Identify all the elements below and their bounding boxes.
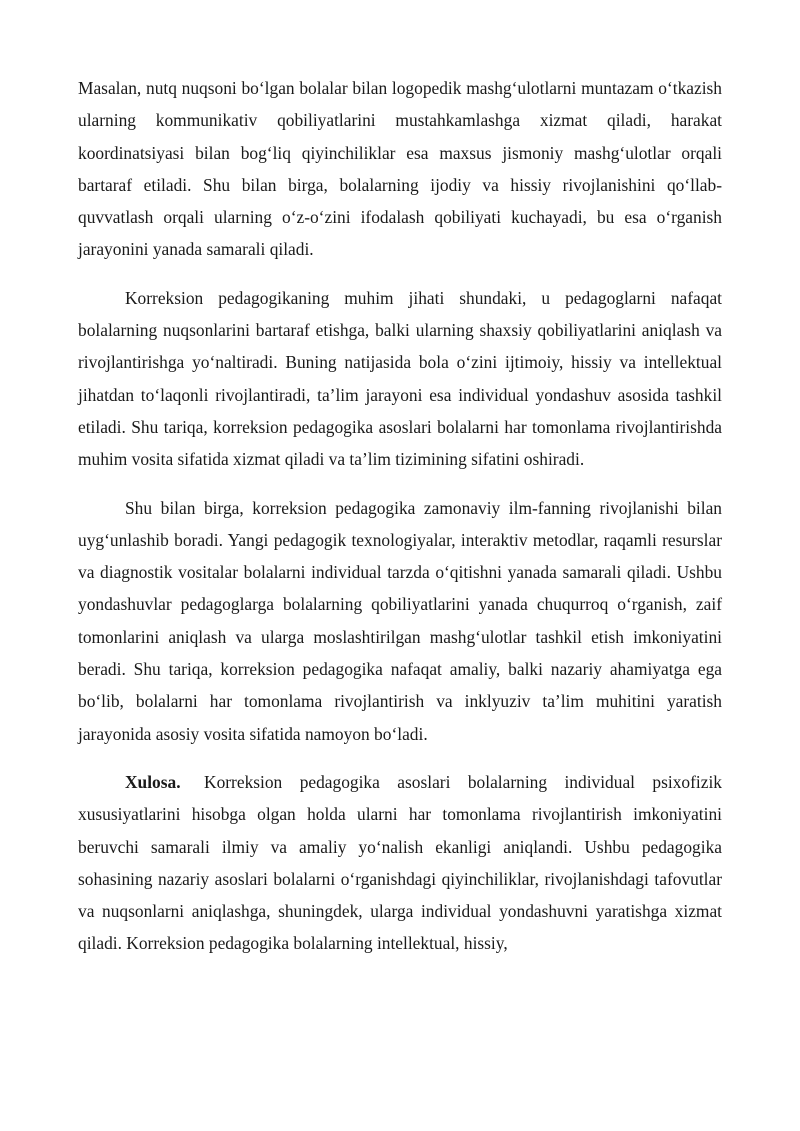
conclusion-heading: Xulosa.	[125, 771, 181, 792]
paragraph-logopedic-exercises: Masalan, nutq nuqsoni bo‘lgan bolalar bilan logopedik mashg‘ulotlarni muntazam o‘tkazish ularning kommunikativ qobiliyatlarini mustahkamlashga xizmat qiladi, harakat koordinatsiyasi bilan bog‘liq qiyinchiliklar esa maxsus jismoniy mashg‘ulotlar orqali bartaraf etiladi. Shu bilan birga, bolalarning ijodiy va hissiy rivojlanishini qo‘llab-quvvatlash orqali ularning o‘z-o‘zini ifodalash qobiliyati kuchayadi, bu esa o‘rganish jarayonini yanada samarali qiladi.	[78, 78, 722, 260]
conclusion-text: Korreksion pedagogika asoslari bolalarning individual psixofizik xususiyatlarini hisobga olgan holda ularni har tomonlama rivojlantirish imkoniyatini beruvchi samarali ilmiy va amaliy yo‘nalish ekanligi aniqlandi. Ushbu pedagogika sohasining nazariy asoslari bolalarni o‘rganishdagi qiyinchiliklar, rivojlanishdagi tafovutlar va nuqsonlarni aniqlashga, shuningdek, ularga individual yondashuvni yaratishga xizmat qiladi. Korreksion pedagogika bolalarning intellektual, hissiy,	[78, 771, 722, 954]
paragraph-conclusion	[78, 766, 722, 960]
document-page	[78, 72, 722, 976]
paragraph-correction-pedagogy-aspect: Korreksion pedagogikaning muhim jihati shundaki, u pedagoglarni nafaqat bolalarning nuqsonlarini bartaraf etishga, balki ularning shaxsiy qobiliyatlarini aniqlash va rivojlantirishga yo‘naltiradi. Buning natijasida bola o‘zini ijtimoiy, hissiy va intellektual jihatdan to‘laqonli rivojlantiradi, ta’lim jarayoni esa individual yondashuv asosida tashkil etiladi. Shu tariqa, korreksion pedagogika asoslari bolalarni har tomonlama rivojlantirishda muhim vosita sifatida xizmat qiladi va ta’lim tizimining sifatini oshiradi.	[78, 287, 722, 470]
paragraph-modern-science: Shu bilan birga, korreksion pedagogika zamonaviy ilm-fanning rivojlanishi bilan uyg‘unlashib boradi. Yangi pedagogik texnologiyalar, interaktiv metodlar, raqamli resurslar va diagnostik vositalar bolalarni individual tarzda o‘qitishni yanada samarali qiladi. Ushbu yondashuvlar pedagoglarga bolalarning qobiliyatlarini yanada chuqurroq o‘rganish, zaif tomonlarini aniqlash va ularga moslashtirilgan mashg‘ulotlar tashkil etish imkoniyatini beradi. Shu tariqa, korreksion pedagogika nafaqat amaliy, balki nazariy ahamiyatga ega bo‘lib, bolalarni har tomonlama rivojlantirish va inklyuziv ta’lim muhitini yaratish jarayonida asosiy vosita sifatida namoyon bo‘ladi.	[78, 497, 722, 744]
